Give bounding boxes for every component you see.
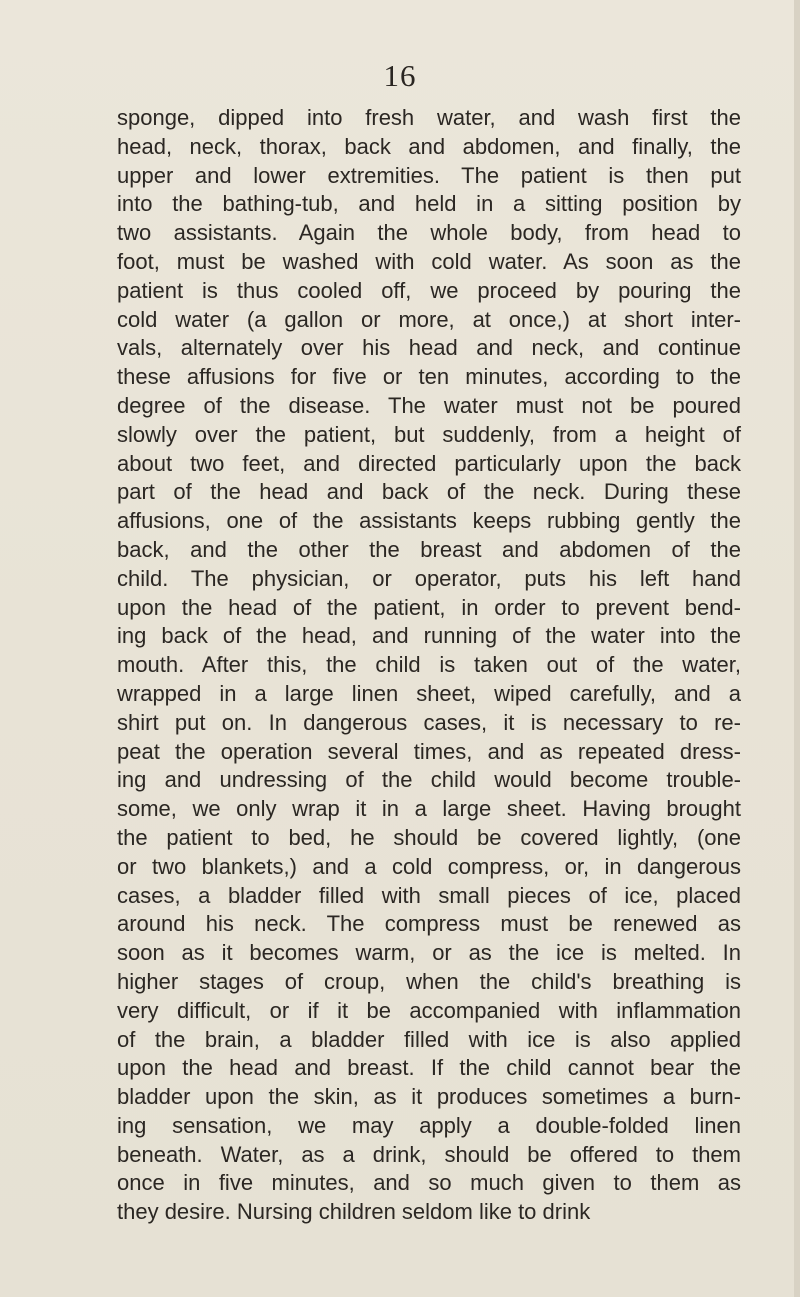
text-line: shirt put on. In dangerous cases, it is necessary to re- (117, 709, 741, 735)
text-line: mouth. After this, the child is taken out of the water, (117, 652, 741, 678)
text-line: once in five minutes, and so much given to them as (117, 1170, 741, 1196)
text-line: wrapped in a large linen sheet, wiped carefully, and a (117, 680, 741, 706)
text-line: bladder upon the skin, as it produces sometimes a burn- (117, 1084, 741, 1110)
text-line: foot, must be washed with cold water. As soon as the (117, 248, 741, 274)
text-line: ing sensation, we may apply a double-folded linen (117, 1112, 741, 1138)
text-line: cold water (a gallon or more, at once,) at short inter- (117, 306, 741, 332)
text-line: degree of the disease. The water must not be poured (117, 392, 741, 418)
text-line: patient is thus cooled off, we proceed by pouring the (117, 277, 741, 303)
text-line: cases, a bladder filled with small pieces of ice, placed (117, 882, 741, 908)
text-line: around his neck. The compress must be renewed as (117, 911, 741, 937)
text-line: upon the head of the patient, in order to prevent bend- (117, 594, 741, 620)
text-line: ing and undressing of the child would become trouble- (117, 767, 741, 793)
text-line: or two blankets,) and a cold compress, or, in dangerous (117, 853, 741, 879)
text-line: head, neck, thorax, back and abdomen, and finally, the (117, 133, 741, 159)
text-line: two assistants. Again the whole body, from head to (117, 220, 741, 246)
page-number: 16 (383, 58, 417, 93)
text-line: sponge, dipped into fresh water, and wash first the (117, 105, 741, 130)
page-edge (794, 0, 800, 1297)
text-line: higher stages of croup, when the child's breathing is (117, 968, 741, 994)
text-line: ing back of the head, and running of the water into the (117, 623, 741, 649)
text-line: vals, alternately over his head and neck, and continue (117, 335, 741, 361)
text-line: slowly over the patient, but suddenly, from a height of (117, 421, 741, 447)
text-line: peat the operation several times, and as repeated dress- (117, 738, 741, 764)
text-line: these affusions for five or ten minutes, according to the (117, 364, 741, 390)
text-line: child. The physician, or operator, puts his left hand (117, 565, 741, 591)
text-line: soon as it becomes warm, or as the ice is melted. In (117, 940, 741, 966)
text-line: about two feet, and directed particularly upon the back (117, 450, 741, 476)
text-line: very difficult, or if it be accompanied with inflammation (117, 997, 741, 1023)
body-text (117, 104, 741, 1227)
text-line: upon the head and breast. If the child cannot bear the (117, 1055, 741, 1081)
text-line: some, we only wrap it in a large sheet. Having brought (117, 796, 741, 822)
text-line: of the brain, a bladder filled with ice is also applied (117, 1026, 741, 1052)
text-line: affusions, one of the assistants keeps rubbing gently the (117, 508, 741, 534)
text-line: part of the head and back of the neck. During these (117, 479, 741, 505)
text-line: upper and lower extremities. The patient is then put (117, 162, 741, 188)
text-line: the patient to bed, he should be covered lightly, (one (117, 824, 741, 850)
text-line: they desire. Nursing children seldom like to drink (117, 1199, 591, 1225)
text-line: back, and the other the breast and abdomen of the (117, 536, 741, 562)
text-line: into the bathing-tub, and held in a sitting position by (117, 191, 741, 217)
text-line: beneath. Water, as a drink, should be offered to them (117, 1141, 741, 1167)
